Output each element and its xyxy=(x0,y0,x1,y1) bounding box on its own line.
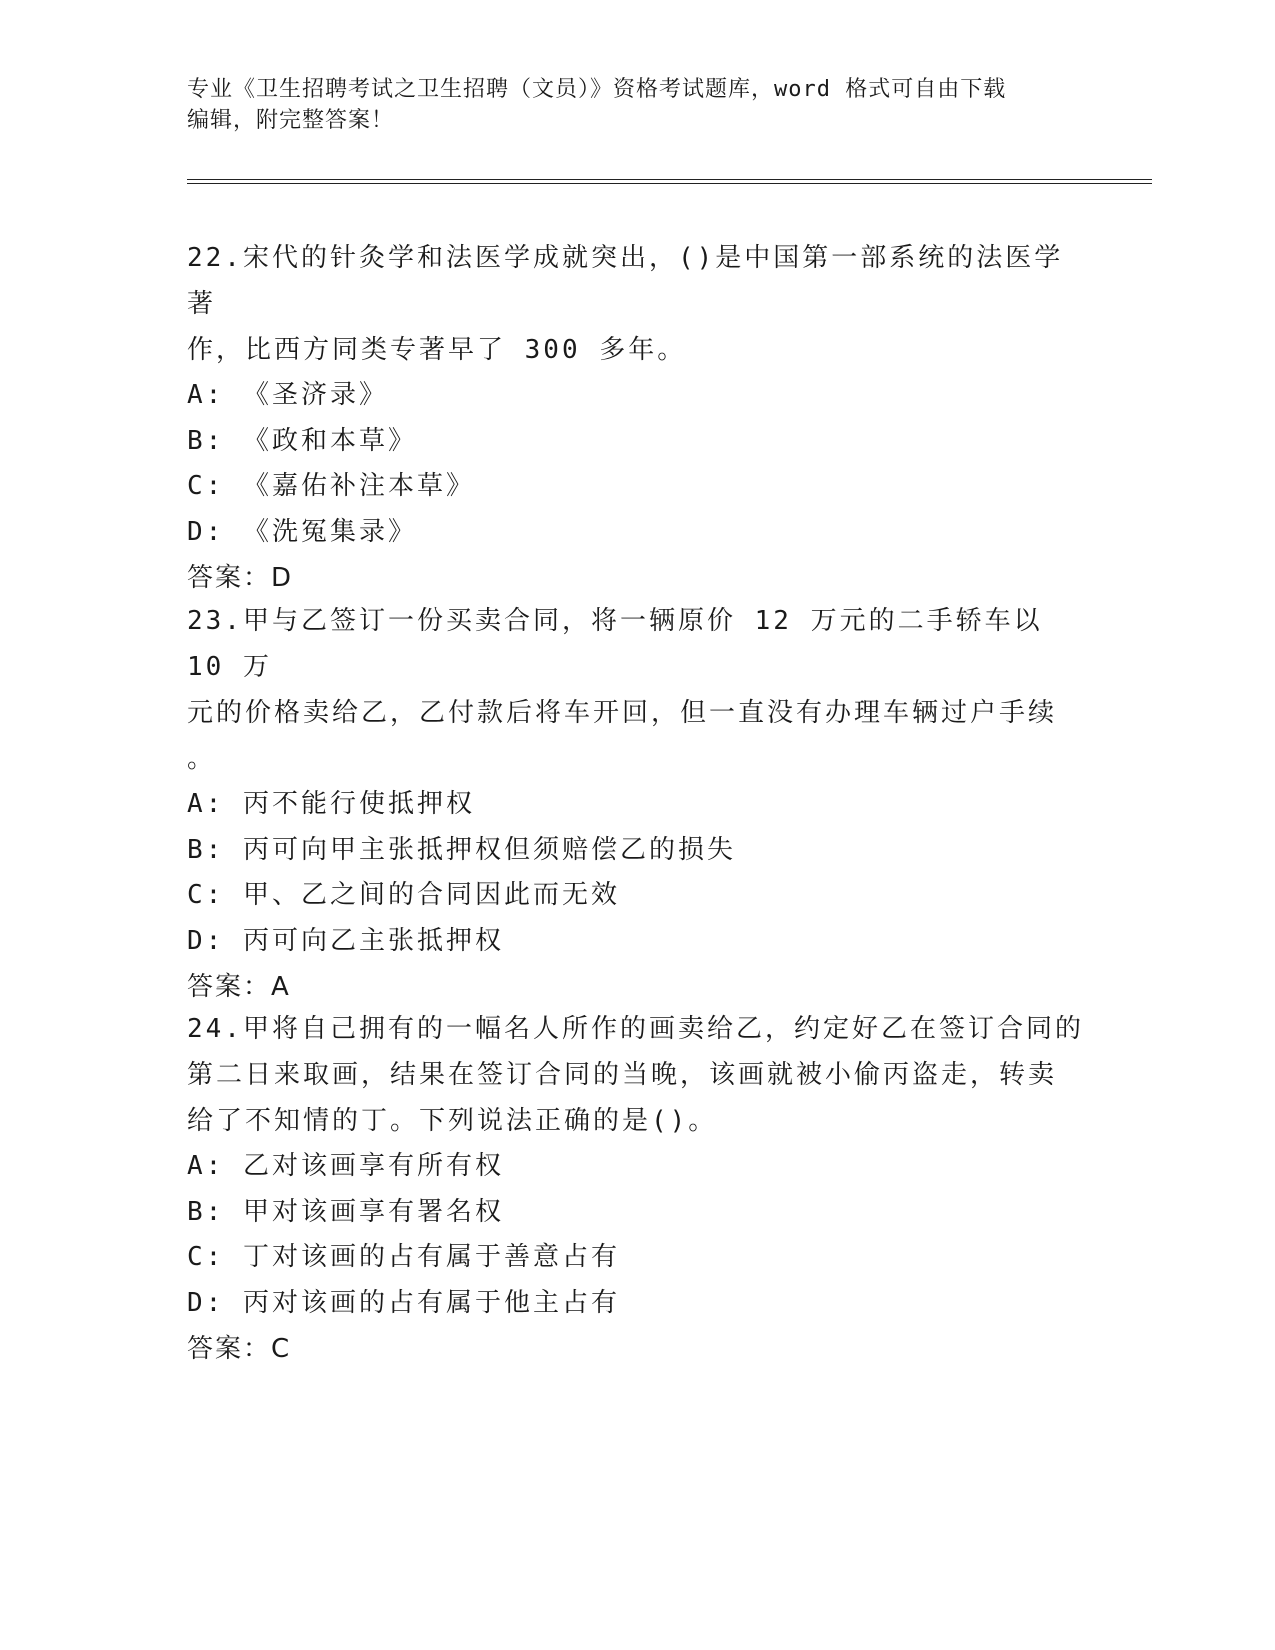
answer-label: 答案：C xyxy=(187,1334,292,1364)
question-23 xyxy=(187,598,1087,1010)
option-a: A: 丙不能行使抵押权 xyxy=(187,789,475,819)
option-c: C: 甲、乙之间的合同因此而无效 xyxy=(187,880,620,910)
header-divider-bottom xyxy=(187,183,1152,184)
option-c: C: 丁对该画的占有属于善意占有 xyxy=(187,1242,620,1272)
question-stem-line: 23.甲与乙签订一份买卖合同，将一辆原价 12 万元的二手轿车以 10 万 xyxy=(187,606,1043,682)
question-stem-line: 。 xyxy=(187,744,217,774)
answer-label: 答案：A xyxy=(187,972,291,1002)
question-22 xyxy=(187,235,1087,601)
option-d: D: 丙可向乙主张抵押权 xyxy=(187,925,504,956)
option-b: B: 丙可向甲主张抵押权但须赔偿乙的损失 xyxy=(187,834,736,865)
option-d: D: 丙对该画的占有属于他主占有 xyxy=(187,1287,620,1318)
header-line-1: 专业《卫生招聘考试之卫生招聘（文员）》资格考试题库，word 格式可自由下载 xyxy=(187,77,1007,102)
question-stem-line: 22.宋代的针灸学和法医学成就突出，()是中国第一部系统的法医学著 xyxy=(187,243,1064,319)
header-divider-top xyxy=(187,179,1152,180)
question-24 xyxy=(187,1006,1087,1372)
option-a: A: 《圣济录》 xyxy=(187,380,388,410)
option-c: C: 《嘉佑补注本草》 xyxy=(187,471,475,501)
header-line-2: 编辑，附完整答案！ xyxy=(187,108,395,133)
answer-label: 答案：D xyxy=(187,563,294,593)
question-stem-line: 作，比西方同类专著早了 300 多年。 xyxy=(187,335,687,365)
question-stem-line: 24.甲将自己拥有的一幅名人所作的画卖给乙，约定好乙在签订合同的 xyxy=(187,1014,1084,1044)
question-stem-line: 给了不知情的丁。下列说法正确的是()。 xyxy=(187,1106,718,1136)
question-stem-line: 第二日来取画，结果在签订合同的当晚，该画就被小偷丙盗走，转卖 xyxy=(187,1060,1058,1090)
question-stem-line: 元的价格卖给乙，乙付款后将车开回，但一直没有办理车辆过户手续 xyxy=(187,698,1058,728)
option-b: B: 甲对该画享有署名权 xyxy=(187,1196,504,1227)
option-d: D: 《洗冤集录》 xyxy=(187,516,417,547)
document-header xyxy=(187,74,1067,136)
option-a: A: 乙对该画享有所有权 xyxy=(187,1151,504,1181)
option-b: B: 《政和本草》 xyxy=(187,425,417,456)
